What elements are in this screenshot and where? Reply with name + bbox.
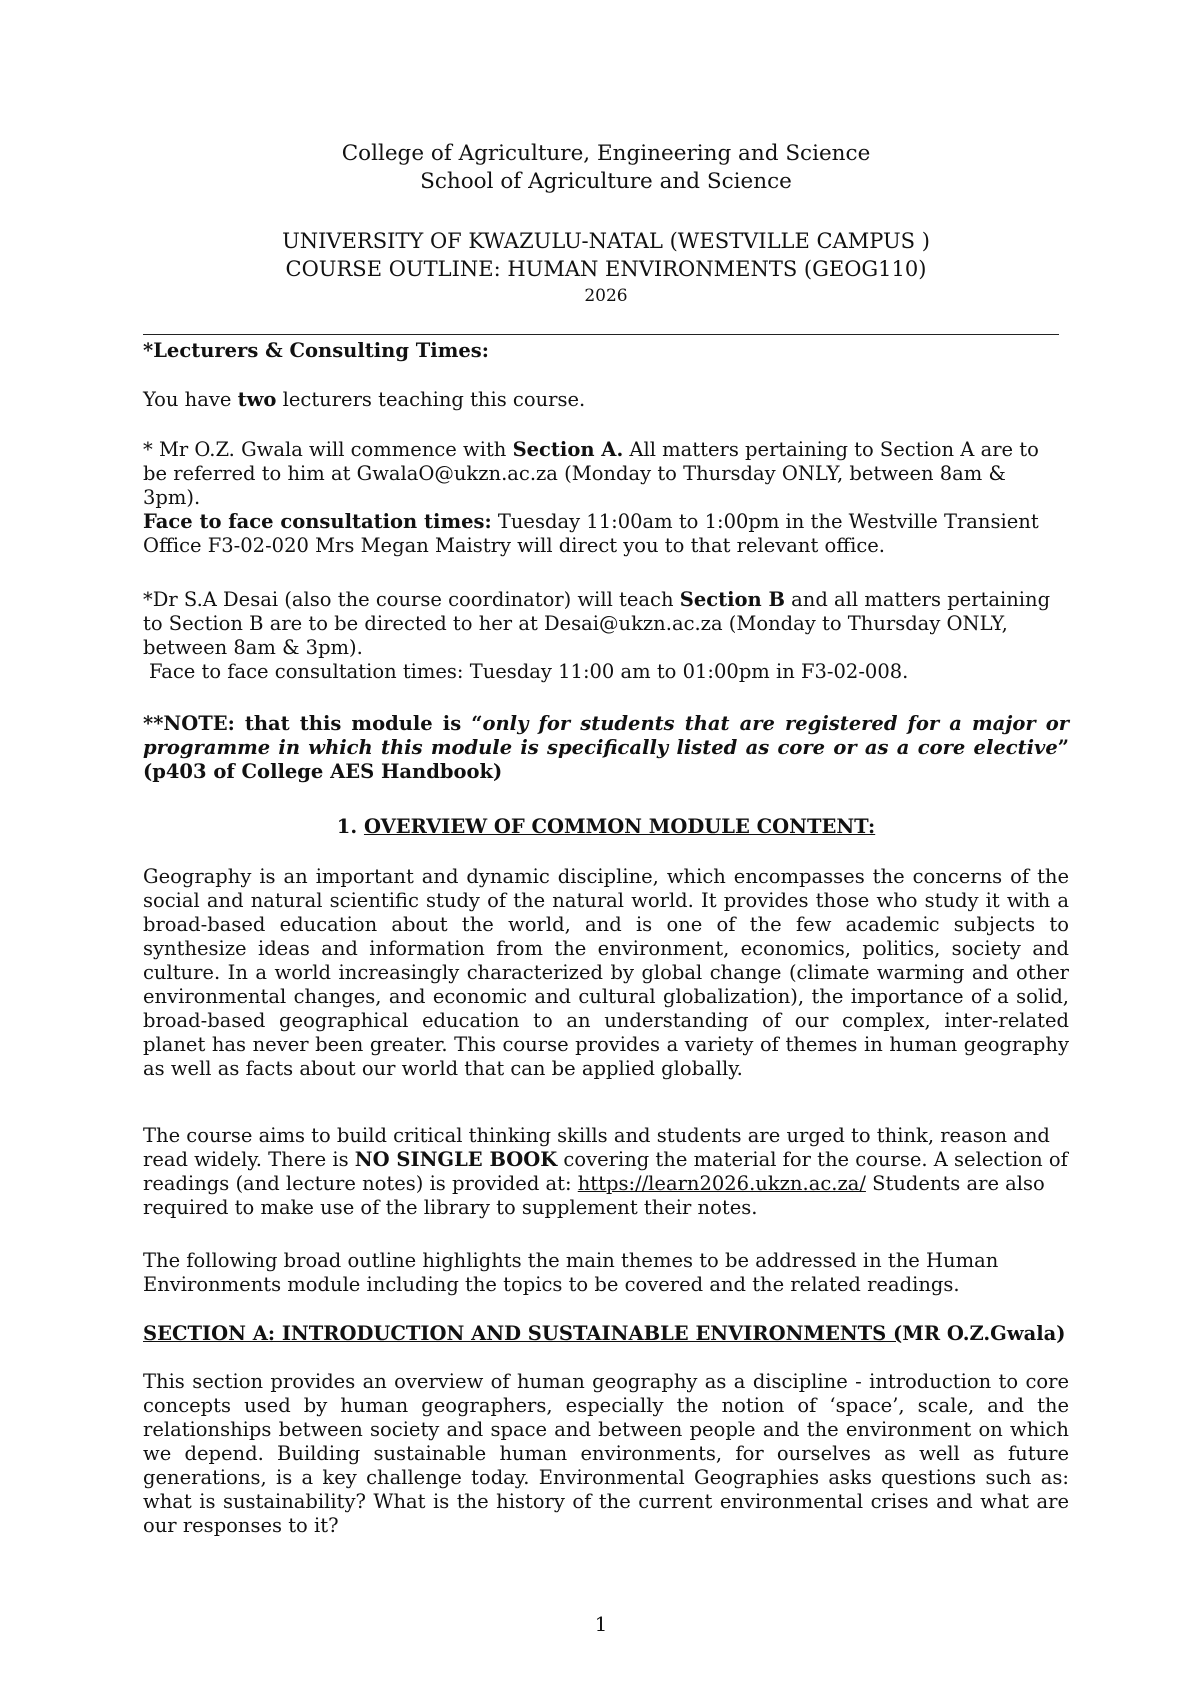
lecturers-heading: *Lecturers & Consulting Times:	[143, 339, 489, 362]
section-a-consultation: Face to face consultation times: Tuesday 11:00am to 1:00pm in the Westville Transient Office F3-02-020 Mrs Megan Maistry will direct you to that relevant office.	[143, 510, 1039, 557]
section-a-description: This section provides an overview of human geography as a discipline - introduction to core concepts used by human geographers, especially the notion of ‘space’, scale, and the relationships between society and space and between people and the environment on which we depend. Building sustainable human environments, for ourselves as well as future generations, is a key challenge today. Environmental Geographies asks questions such as: what is sustainability? What is the history of the current environmental crises and what are our responses to it?	[143, 1370, 1069, 1537]
page-number: 1	[594, 1612, 608, 1636]
college-name: College of Agriculture, Engineering and Science	[341, 141, 871, 166]
section-a-contact: * Mr O.Z. Gwala will commence with Section A. All matters pertaining to Section A are to be referred to him at GwalaO@ukzn.ac.za (Monday to Thursday ONLY, between 8am & 3pm).	[143, 438, 1039, 509]
course-year: 2026	[584, 286, 628, 306]
lecturers-intro: You have two lecturers teaching this course.	[143, 388, 586, 411]
header-divider	[143, 334, 1059, 335]
course-aims-paragraph: The course aims to build critical thinking skills and students are urged to think, reason and read widely. There is NO SINGLE BOOK covering the material for the course. A selection of readings (and lecture notes) is provided at: https://learn2026.ukzn.ac.za/ Students are also required to make use of the library to supplement their notes.	[143, 1124, 1068, 1219]
college-header	[143, 140, 1069, 196]
overview-heading: 1. OVERVIEW OF COMMON MODULE CONTENT:	[336, 815, 876, 838]
course-outline-title: COURSE OUTLINE: HUMAN ENVIRONMENTS (GEOG110)	[285, 257, 927, 281]
university-name: UNIVERSITY OF KWAZULU-NATAL (WESTVILLE CAMPUS )	[282, 229, 930, 253]
document-page	[143, 0, 1069, 1696]
module-note: **NOTE: that this module is “only for students that are registered for a major or programme in which this module is specifically listed as core or as a core elective” (p403 of College AES Handbook)	[143, 712, 1069, 783]
outline-paragraph: The following broad outline highlights the main themes to be addressed in the Human Environments module including the topics to be covered and the related readings.	[143, 1249, 999, 1296]
school-name: School of Agriculture and Science	[420, 169, 792, 194]
learn-portal-link[interactable]: https://learn2026.ukzn.ac.za/	[577, 1172, 866, 1195]
geography-paragraph: Geography is an important and dynamic discipline, which encompasses the concerns of the social and natural scientific study of the natural world. It provides those who study it with a broad-based education about the world, and is one of the few academic subjects to synthesize ideas and information from the environment, economics, politics, society and culture. In a world increasingly characterized by global change (climate warming and other environmental changes, and economic and cultural globalization), the importance of a solid, broad-based geographical education to an understanding of our complex, inter-related planet has never been greater. This course provides a variety of themes in human geography as well as facts about our world that can be applied globally.	[143, 865, 1069, 1080]
section-b-contact: *Dr S.A Desai (also the course coordinator) will teach Section B and all matters pertaining to Section B are to be directed to her at Desai@ukzn.ac.za (Monday to Thursday ONLY, between 8am & 3pm).	[143, 588, 1051, 659]
section-a-lecturer-info	[143, 438, 1069, 558]
section-b-consultation: Face to face consultation times: Tuesday 11:00 am to 01:00pm in F3-02-008.	[149, 660, 909, 683]
section-a-heading: SECTION A: INTRODUCTION AND SUSTAINABLE ENVIRONMENTS (MR O.Z.Gwala)	[143, 1322, 1066, 1345]
section-b-lecturer-info	[143, 588, 1069, 684]
university-header	[143, 227, 1069, 307]
